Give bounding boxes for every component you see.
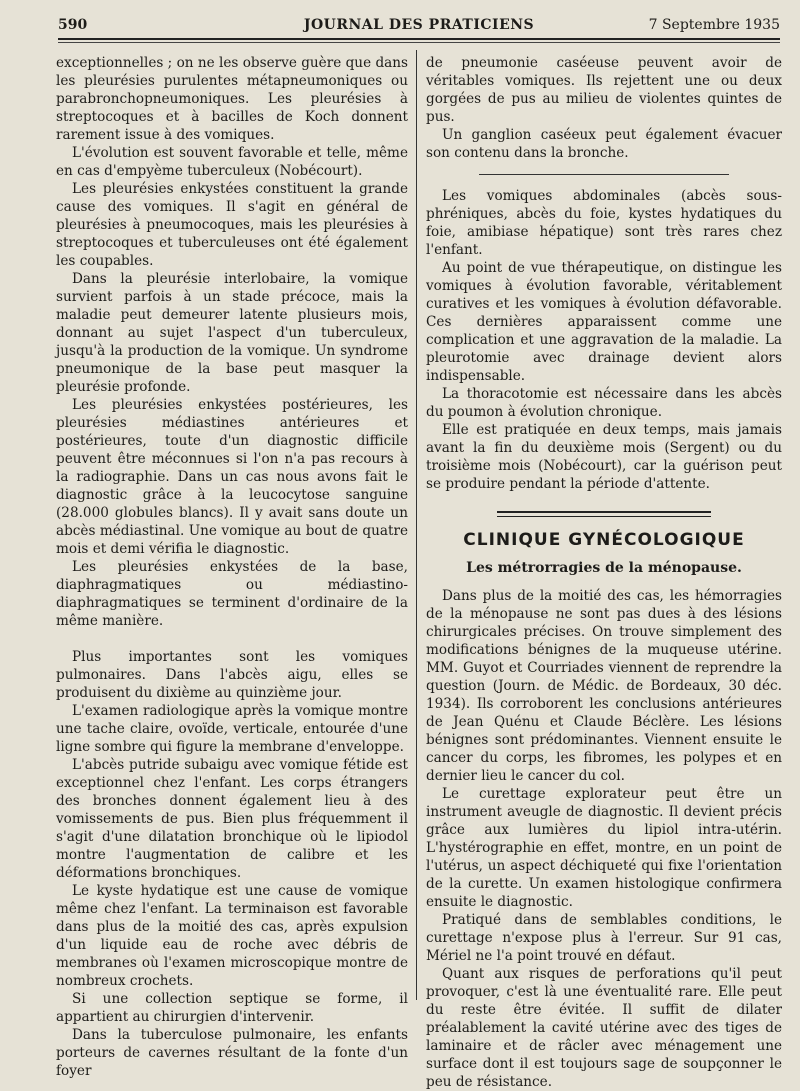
section-title: CLINIQUE GYNÉCOLOGIQUE — [463, 530, 745, 550]
paragraph: Plus importantes sont les vomiques pulmonaires. Dans l'abcès aigu, elles se produisent du dixième au quinzième jour. — [56, 649, 408, 701]
paragraph: exceptionnelles ; on ne les observe guère que dans les pleurésies purulentes métapneumoniques ou parabronchopneumoniques. Les pleurésies à streptocoques et à bacilles de Koch donnent rarement issue à des vomiques. — [56, 55, 408, 143]
paragraph: L'examen radiologique après la vomique montre une tache claire, ovoïde, verticale, entourée d'une ligne sombre qui figure la membrane d'enveloppe. — [56, 703, 408, 755]
double-rule — [497, 511, 711, 517]
column-divider — [416, 50, 417, 1000]
paragraph: Les pleurésies enkystées de la base, diaphragmatiques ou médiastino-diaphragmatiques se terminent d'ordinaire de la même manière. — [56, 559, 408, 629]
paragraph: Les pleurésies enkystées constituent la grande cause des vomiques. Il s'agit en général de pleurésies à pneumocoques, mais les pleurésies à streptocoques et tuberculeuses ont été également les coupables. — [56, 181, 408, 269]
paragraph: Dans la pleurésie interlobaire, la vomique survient parfois à un stade précoce, mais la maladie peut demeurer latente plusieurs mois, donnant au sujet l'aspect d'un tuberculeux, jusqu'à la production de la vomique. Un syndrome pneumonique de la base peut masquer la pleurésie profonde. — [56, 271, 408, 395]
paragraph: Elle est pratiquée en deux temps, mais jamais avant la fin du deuxième mois (Sergent) ou du troisième mois (Nobécourt), car la guérison peut se produire pendant la période d'attente. — [426, 422, 782, 492]
paragraph: Les vomiques abdominales (abcès sous-phréniques, abcès du foie, kystes hydatiques du foie, amibiase hépatique) sont très rares chez l'enfant. — [426, 188, 782, 258]
issue-date: 7 Septembre 1935 — [648, 17, 780, 33]
paragraph: L'évolution est souvent favorable et telle, même en cas d'empyème tuberculeux (Nobécourt). — [56, 145, 408, 179]
paragraph: Les pleurésies enkystées postérieures, les pleurésies médiastines antérieures et postérieures, toute d'un diagnostic difficile peuvent être méconnues si l'on n'a pas recours à la radiographie. Dans un cas nous avons fait le diagnostic grâce à la leucocytose sanguine (28.000 globules blancs). Il y avait sans doute un abcès médiastinal. Une vomique au bout de quatre mois et demi vérifia le diagnostic. — [56, 397, 408, 557]
paragraph: L'abcès putride subaigu avec vomique fétide est exceptionnel chez l'enfant. Les corps étrangers des bronches donnent également lieu à des vomissements de pus. Bien plus fréquemment il s'agit d'une dilatation bronchique où le lipiodol montre l'augmentation de calibre et les déformations bronchiques. — [56, 757, 408, 881]
separator-rule — [479, 174, 728, 175]
running-header — [58, 14, 780, 36]
paragraph: Si une collection septique se forme, il appartient au chirurgien d'intervenir. — [56, 991, 408, 1025]
paragraph: Le curettage explorateur peut être un instrument aveugle de diagnostic. Il devient précis grâce aux lumières du lipiol intra-utérin. L'hystérographie en effet, montre, en un point de l'utérus, un aspect déchiqueté qui fixe l'orientation de la curette. Un examen histologique confirmera ensuite le diagnostic. — [426, 786, 782, 910]
article-subtitle: Les métrorragies de la ménopause. — [466, 560, 742, 576]
left-column — [56, 54, 408, 1080]
paragraph: Au point de vue thérapeutique, on distingue les vomiques à évolution favorable, véritablement curatives et les vomiques à évolution défavorable. Ces dernières apparaissent comme une complication et une aggravation de la maladie. La pleurotomie avec drainage devient alors indispensable. — [426, 260, 782, 384]
journal-title: JOURNAL DES PRATICIENS — [303, 17, 535, 33]
right-column — [426, 54, 782, 1091]
paragraph: Dans plus de la moitié des cas, les hémorragies de la ménopause ne sont pas dues à des lésions chirurgicales précises. On trouve simplement des modifications bénignes de la muqueuse utérine. MM. Guyot et Courriades viennent de reprendre la question (Journ. de Médic. de Bordeaux, 30 déc. 1934). Ils corroborent les conclusions antérieures de Jean Quénu et Claude Béclère. Les lésions bénignes sont prédominantes. Viennent ensuite le cancer du corps, les fibromes, les polypes et en dernier lieu le cancer du col. — [426, 588, 782, 784]
page-number: 590 — [58, 17, 88, 33]
paragraph: La thoracotomie est nécessaire dans les abcès du poumon à évolution chronique. — [426, 386, 782, 420]
paragraph: de pneumonie caséeuse peuvent avoir de véritables vomiques. Ils rejettent une ou deux gorgées de pus au milieu de violentes quintes de pus. — [426, 55, 782, 125]
paragraph: Dans la tuberculose pulmonaire, les enfants porteurs de cavernes résultant de la fonte d'un foyer — [56, 1027, 408, 1079]
header-rule — [58, 38, 780, 40]
paragraph: Quant aux risques de perforations qu'il peut provoquer, c'est là une éventualité rare. Elle peut du reste être évitée. Il suffit de dilater préalablement la cavité utérine avec des tiges de laminaire et de râcler avec ménagement une surface dont il est toujours sage de soupçonner le peu de résistance. — [426, 966, 782, 1090]
paragraph: Le kyste hydatique est une cause de vomique même chez l'enfant. La terminaison est favorable dans plus de la moitié des cas, après expulsion d'un liquide eau de roche avec débris de membranes où l'examen microscopique montre de nombreux crochets. — [56, 883, 408, 989]
paragraph: Un ganglion caséeux peut également évacuer son contenu dans la bronche. — [426, 127, 782, 161]
paragraph: Pratiqué dans de semblables conditions, le curettage n'expose plus à l'erreur. Sur 91 cas, Mériel ne l'a point trouvé en défaut. — [426, 912, 782, 964]
header-rule-thin — [58, 42, 780, 43]
